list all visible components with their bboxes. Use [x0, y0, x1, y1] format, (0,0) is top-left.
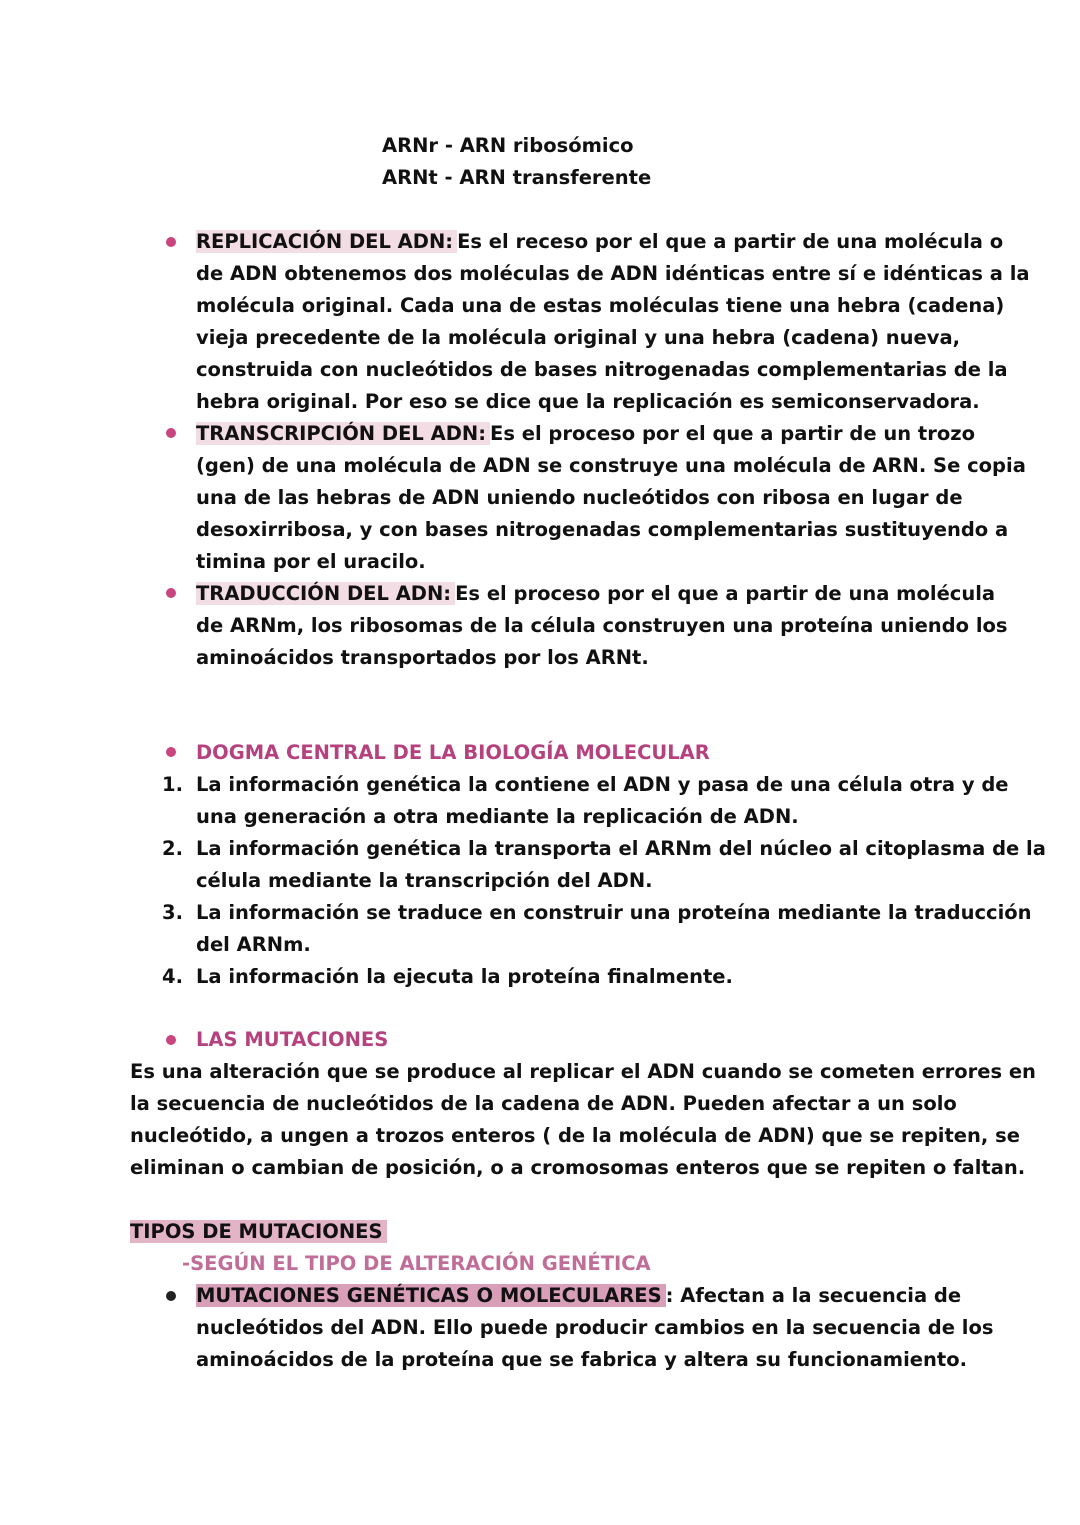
mutaciones-title: LAS MUTACIONES [196, 1028, 389, 1051]
bullet-icon [166, 588, 176, 598]
dogma-item-3-line-2: del ARNm. [196, 933, 311, 956]
transcripcion-line-2: (gen) de una molécula de ADN se construye una molécula de ARN. Se copia [196, 454, 1026, 477]
mutaciones-line-2: la secuencia de nucleótidos de la cadena de ADN. Pueden afectar a un solo [130, 1092, 957, 1115]
traduccion-line-1: TRADUCCIÓN DEL ADN: Es el proceso por el que a partir de una molécula [196, 582, 996, 605]
tipos-line-3: aminoácidos de la proteína que se fabrica y altera su funcionamiento. [196, 1348, 968, 1371]
replicacion-line-1: REPLICACIÓN DEL ADN: Es el receso por el que a partir de una molécula o [196, 230, 1004, 253]
tipos-line-2: nucleótidos del ADN. Ello puede producir cambios en la secuencia de los [196, 1316, 994, 1339]
transcripcion-line-3: una de las hebras de ADN uniendo nucleótidos con ribosa en lugar de [196, 486, 963, 509]
arnr-line: ARNr - ARN ribosómico [382, 134, 634, 157]
transcripcion-line-1: TRANSCRIPCIÓN DEL ADN: Es el proceso por el que a partir de un trozo [196, 422, 975, 445]
dogma-item-4-line-1: La información la ejecuta la proteína finalmente. [196, 965, 733, 988]
transcripcion-term: TRANSCRIPCIÓN DEL ADN: [196, 422, 490, 445]
tipos-line-1: MUTACIONES GENÉTICAS O MOLECULARES : Afectan a la secuencia de [196, 1284, 962, 1307]
bullet-icon [166, 237, 176, 247]
dogma-item-1-line-2: una generación a otra mediante la replicación de ADN. [196, 805, 799, 828]
dogma-item-number: 1. [162, 773, 183, 796]
dogma-item-2-line-2: célula mediante la transcripción del ADN. [196, 869, 653, 892]
dogma-item-number: 2. [162, 837, 183, 860]
dogma-item-number: 4. [162, 965, 183, 988]
bullet-icon [166, 747, 176, 757]
tipos-subtitle: -SEGÚN EL TIPO DE ALTERACIÓN GENÉTICA [182, 1252, 651, 1275]
dogma-item-2-line-1: La información genética la transporta el ARNm del núcleo al citoplasma de la [196, 837, 1046, 860]
mutaciones-line-3: nucleótido, a ungen a trozos enteros ( de la molécula de ADN) que se repiten, se [130, 1124, 1020, 1147]
traduccion-line-2: de ARNm, los ribosomas de la célula construyen una proteína uniendo los [196, 614, 1008, 637]
tipos-term: MUTACIONES GENÉTICAS O MOLECULARES [196, 1284, 666, 1307]
dogma-item-3-line-1: La información se traduce en construir una proteína mediante la traducción [196, 901, 1032, 924]
mutaciones-line-1: Es una alteración que se produce al replicar el ADN cuando se cometen errores en [130, 1060, 1036, 1083]
transcripcion-line-4: desoxirribosa, y con bases nitrogenadas complementarias sustituyendo a [196, 518, 1009, 541]
bullet-icon [166, 1291, 176, 1301]
replicacion-line-2: de ADN obtenemos dos moléculas de ADN idénticas entre sí e idénticas a la [196, 262, 1030, 285]
mutaciones-line-4: eliminan o cambian de posición, o a cromosomas enteros que se repiten o faltan. [130, 1156, 1026, 1179]
dogma-item-1-line-1: La información genética la contiene el ADN y pasa de una célula otra y de [196, 773, 1009, 796]
traduccion-line-3: aminoácidos transportados por los ARNt. [196, 646, 649, 669]
bullet-icon [166, 1035, 176, 1045]
dogma-item-number: 3. [162, 901, 183, 924]
bullet-icon [166, 428, 176, 438]
tipos-title: TIPOS DE MUTACIONES [130, 1216, 387, 1248]
replicacion-term: REPLICACIÓN DEL ADN: [196, 230, 457, 253]
traduccion-term: TRADUCCIÓN DEL ADN: [196, 582, 455, 605]
replicacion-line-3: molécula original. Cada una de estas moléculas tiene una hebra (cadena) [196, 294, 1005, 317]
arnt-line: ARNt - ARN transferente [382, 166, 652, 189]
transcripcion-line-5: timina por el uracilo. [196, 550, 426, 573]
replicacion-line-5: construida con nucleótidos de bases nitrogenadas complementarias de la [196, 358, 1008, 381]
replicacion-line-4: vieja precedente de la molécula original y una hebra (cadena) nueva, [196, 326, 961, 349]
dogma-title: DOGMA CENTRAL DE LA BIOLOGÍA MOLECULAR [196, 741, 710, 764]
replicacion-line-6: hebra original. Por eso se dice que la replicación es semiconservadora. [196, 390, 980, 413]
